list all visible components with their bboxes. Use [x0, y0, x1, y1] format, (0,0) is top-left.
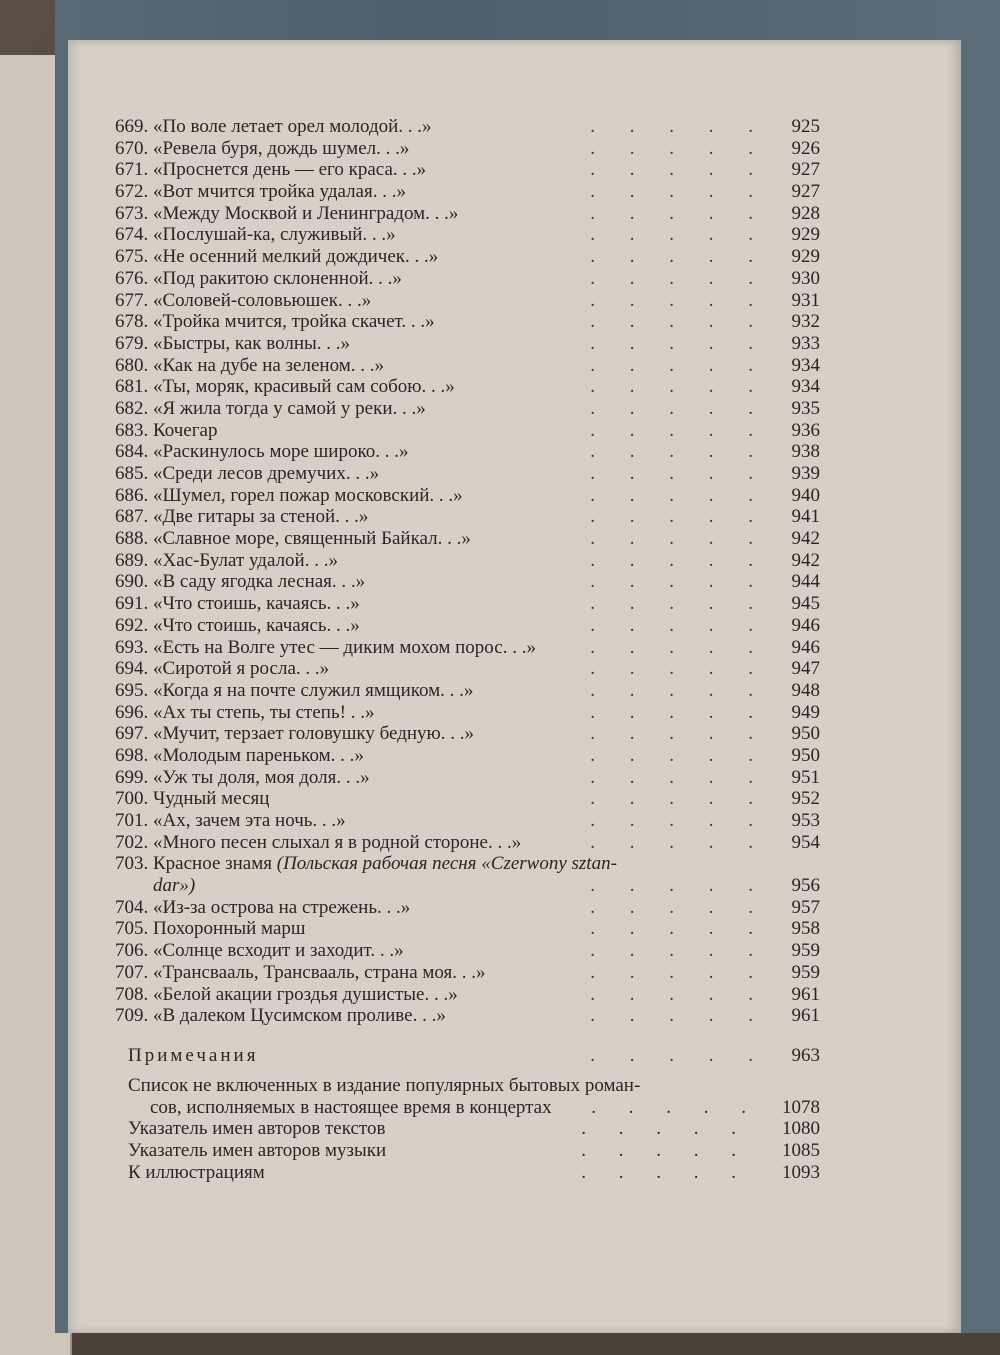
entry-title: «Ты, моряк, красивый сам собою. . .» [153, 376, 455, 398]
toc-entry [115, 767, 820, 789]
page-number: 1085 [782, 1140, 820, 1162]
excluded-romances-line1: Список не включенных в издание популярных бытовых роман- [128, 1075, 641, 1096]
page-number: 1093 [782, 1161, 820, 1183]
entry-number: 669. [115, 116, 149, 137]
entry-number: 703. [115, 853, 149, 875]
page-number: 958 [791, 918, 820, 940]
entry-title: «Молодым пареньком. . .» [153, 744, 364, 766]
list-item-authors-music [128, 1140, 820, 1162]
list-item-authors-text [128, 1118, 820, 1140]
page-number: 961 [791, 983, 820, 1005]
toc-entry [115, 138, 820, 160]
toc-entry [115, 615, 820, 637]
page-number: 948 [791, 679, 820, 701]
entry-note-cont: dar») [153, 875, 196, 897]
entry-number: 696. [115, 701, 149, 723]
entry-number: 706. [115, 940, 149, 962]
list-item-excluded-romances [128, 1075, 820, 1097]
entry-title: «Раскинулось море широко. . .» [153, 441, 409, 463]
leader-dots: . . . . . [590, 159, 768, 181]
toc-entry [115, 116, 820, 138]
page-number: 963 [791, 1044, 820, 1066]
authors-text-index: Указатель имен авторов текстов [128, 1118, 386, 1140]
page-number: 935 [791, 397, 820, 419]
entry-number: 681. [115, 376, 149, 398]
entry-number: 675. [115, 246, 149, 268]
entry-number: 691. [115, 593, 149, 615]
leader-dots: . . . . . [581, 1118, 750, 1140]
page-number: 942 [791, 528, 820, 550]
page-number: 952 [791, 788, 820, 810]
entry-number: 676. [115, 267, 149, 289]
entry-number: 688. [115, 528, 149, 550]
page-number: 925 [791, 116, 820, 137]
table-of-contents [115, 116, 820, 1067]
page-number: 946 [791, 636, 820, 658]
leader-dots: . . . . . [590, 332, 768, 354]
page-number: 929 [791, 224, 820, 246]
toc-entry [115, 723, 820, 745]
entry-number: 678. [115, 311, 149, 333]
excluded-romances-line2: сов, исполняемых в настоящее время в концертах [150, 1096, 552, 1118]
toc-entry [115, 897, 820, 919]
page-number: 1078 [782, 1096, 820, 1118]
toc-entry [115, 311, 820, 333]
leader-dots: . . . . . [590, 983, 768, 1005]
page-number: 959 [791, 961, 820, 983]
toc-entry [115, 962, 820, 984]
page-number: 954 [791, 831, 820, 853]
entry-number: 698. [115, 744, 149, 766]
toc-entry [115, 940, 820, 962]
leader-dots: . . . . . [590, 593, 768, 615]
toc-entry [115, 1005, 820, 1027]
leader-dots: . . . . . [590, 463, 768, 484]
toc-entry [115, 398, 820, 420]
entry-title: «Тройка мчится, тройка скачет. . .» [153, 311, 435, 333]
leader-dots: . . . . . [590, 636, 768, 658]
entry-number: 677. [115, 289, 149, 311]
toc-entry [115, 246, 820, 268]
leader-dots: . . . . . [590, 810, 768, 831]
list-item-excluded-romances-cont [128, 1097, 820, 1119]
page-number: 932 [791, 311, 820, 333]
entry-number: 682. [115, 397, 149, 419]
entry-title: «Ревела буря, дождь шумел. . .» [153, 137, 410, 159]
leader-dots: . . . . . [590, 961, 768, 983]
authors-music-index: Указатель имен авторов музыки [128, 1140, 387, 1162]
toc-entry [115, 918, 820, 940]
entry-title: «Что стоишь, качаясь. . .» [153, 593, 360, 615]
entry-number: 685. [115, 463, 149, 484]
page-number: 959 [791, 940, 820, 962]
toc-entry [115, 355, 820, 377]
toc-entry [115, 702, 820, 724]
toc-entry [115, 420, 820, 442]
entry-number: 687. [115, 506, 149, 528]
entry-number: 693. [115, 636, 149, 658]
notes-title: Примечания [128, 1044, 259, 1066]
page-number: 961 [791, 1005, 820, 1027]
toc-entry [115, 658, 820, 680]
leader-dots: . . . . . [590, 224, 768, 246]
entry-title: «Шумел, горел пожар московский. . .» [153, 484, 463, 506]
entry-title: Красное знамя [153, 853, 272, 875]
toc-entry [115, 506, 820, 528]
page-number: 944 [791, 571, 820, 593]
leader-dots: . . . . . [590, 528, 768, 550]
page-number: 956 [791, 875, 820, 897]
entry-title: «Быстры, как волны. . .» [153, 332, 351, 354]
leader-dots: . . . . . [590, 246, 768, 268]
entry-title: «Как на дубе на зеленом. . .» [153, 354, 384, 376]
leader-dots: . . . . . [590, 202, 768, 224]
appendix-section [128, 1075, 820, 1183]
leader-dots: . . . . . [590, 896, 768, 918]
entry-number: 707. [115, 961, 149, 983]
leader-dots: . . . . . [590, 419, 768, 441]
leader-dots: . . . . . [590, 484, 768, 506]
entry-number: 684. [115, 441, 149, 463]
notes-entry [115, 1045, 820, 1067]
entry-title: «В далеком Цусимском проливе. . .» [153, 1005, 446, 1027]
entry-title: «Я жила тогда у самой у реки. . .» [153, 397, 426, 419]
toc-entry [115, 528, 820, 550]
entry-title: «Среди лесов дремучих. . .» [153, 463, 380, 484]
entry-title: «Когда я на почте служил ямщиком. . .» [153, 679, 474, 701]
page-number: 1080 [782, 1118, 820, 1140]
entry-title: «Между Москвой и Ленинградом. . .» [153, 202, 459, 224]
leader-dots: . . . . . [590, 875, 768, 897]
entry-number: 709. [115, 1005, 149, 1027]
leader-dots: . . . . . [590, 614, 768, 636]
page-number: 938 [791, 441, 820, 463]
page-number: 950 [791, 744, 820, 766]
leader-dots: . . . . . [590, 116, 768, 137]
page-number: 931 [791, 289, 820, 311]
toc-entry [115, 268, 820, 290]
page-number: 950 [791, 723, 820, 745]
entry-number: 670. [115, 137, 149, 159]
leader-dots: . . . . . [590, 311, 768, 333]
leader-dots: . . . . . [581, 1140, 750, 1162]
illustrations-index: К иллюстрациям [128, 1161, 265, 1183]
toc-entry [115, 159, 820, 181]
entry-number: 699. [115, 766, 149, 788]
page-number: 929 [791, 246, 820, 268]
entry-title: «Хас-Булат удалой. . .» [153, 549, 338, 571]
toc-entry [115, 853, 820, 875]
entry-number: 680. [115, 354, 149, 376]
leader-dots: . . . . . [590, 549, 768, 571]
entry-title: «Послушай-ка, служивый. . .» [153, 224, 396, 246]
toc-entry [115, 463, 820, 485]
toc-entry [115, 333, 820, 355]
page-number: 928 [791, 202, 820, 224]
entry-title: «Ах, зачем эта ночь. . .» [153, 810, 346, 831]
toc-entry [115, 788, 820, 810]
toc-entry [115, 203, 820, 225]
leader-dots: . . . . . [590, 137, 768, 159]
leader-dots: . . . . . [590, 918, 768, 940]
page-number: 927 [791, 181, 820, 203]
entry-number: 708. [115, 983, 149, 1005]
entry-title: «Две гитары за стеной. . .» [153, 506, 369, 528]
page-number: 957 [791, 896, 820, 918]
page-number: 953 [791, 810, 820, 831]
entry-number: 704. [115, 896, 149, 918]
entry-title: «В саду ягодка лесная. . .» [153, 571, 366, 593]
leader-dots: . . . . . [590, 289, 768, 311]
entry-title: «Под ракитою склоненной. . .» [153, 267, 402, 289]
entry-title: «Солнце всходит и заходит. . .» [153, 940, 404, 962]
entry-title: «Сиротой я росла. . .» [153, 658, 330, 680]
entry-title: «Не осенний мелкий дождичек. . .» [153, 246, 439, 268]
entry-number: 686. [115, 484, 149, 506]
leader-dots: . . . . . [590, 744, 768, 766]
leader-dots: . . . . . [590, 181, 768, 203]
page-number: 927 [791, 159, 820, 181]
entry-title: Чудный месяц [153, 788, 270, 810]
entry-number: 689. [115, 549, 149, 571]
entry-title: «Что стоишь, качаясь. . .» [153, 614, 360, 636]
page-number: 930 [791, 267, 820, 289]
entry-number: 705. [115, 918, 149, 940]
entry-number: 697. [115, 723, 149, 745]
entry-title: «По воле летает орел молодой. . .» [153, 116, 432, 137]
toc-entry [115, 593, 820, 615]
entry-number: 671. [115, 159, 149, 181]
entry-number: 683. [115, 419, 149, 441]
toc-entry [115, 181, 820, 203]
leader-dots: . . . . . [590, 1044, 768, 1066]
entry-title: «Уж ты доля, моя доля. . .» [153, 766, 370, 788]
toc-entry [115, 745, 820, 767]
toc-entry [115, 485, 820, 507]
entry-number: 701. [115, 810, 149, 831]
toc-entry [115, 550, 820, 572]
leader-dots: . . . . . [590, 723, 768, 745]
entry-title: «Трансвааль, Трансвааль, страна моя. . .» [153, 961, 486, 983]
toc-entry [115, 680, 820, 702]
leader-dots: . . . . . [590, 376, 768, 398]
toc-entry [115, 224, 820, 246]
leader-dots: . . . . . [591, 1096, 760, 1118]
leader-dots: . . . . . [590, 397, 768, 419]
leader-dots: . . . . . [590, 701, 768, 723]
leader-dots: . . . . . [590, 831, 768, 853]
entry-title: «Ах ты степь, ты степь! . .» [153, 701, 375, 723]
page-number: 941 [791, 506, 820, 528]
leader-dots: . . . . . [590, 658, 768, 680]
entry-number: 695. [115, 679, 149, 701]
entry-title: «Соловей-соловьюшек. . .» [153, 289, 372, 311]
entry-title: «Проснется день — его краса. . .» [153, 159, 427, 181]
page-number: 949 [791, 701, 820, 723]
entry-number: 690. [115, 571, 149, 593]
entry-number: 673. [115, 202, 149, 224]
entry-title: Кочегар [153, 419, 218, 441]
page-number: 934 [791, 354, 820, 376]
leader-dots: . . . . . [590, 788, 768, 810]
entry-number: 674. [115, 224, 149, 246]
page-number: 940 [791, 484, 820, 506]
leader-dots: . . . . . [590, 441, 768, 463]
page-number: 933 [791, 332, 820, 354]
entry-title: «Славное море, священный Байкал. . .» [153, 528, 471, 550]
entry-number: 692. [115, 614, 149, 636]
toc-entry [115, 832, 820, 854]
page-number: 939 [791, 463, 820, 484]
entry-title: «Из-за острова на стрежень. . .» [153, 896, 411, 918]
entry-number: 694. [115, 658, 149, 680]
page-number: 942 [791, 549, 820, 571]
leader-dots: . . . . . [590, 506, 768, 528]
entry-number: 679. [115, 332, 149, 354]
entry-title: «Белой акации гроздья душистые. . .» [153, 983, 458, 1005]
toc-entry [115, 984, 820, 1006]
page-number: 947 [791, 658, 820, 680]
leader-dots: . . . . . [590, 679, 768, 701]
entry-title: «Много песен слыхал я в родной стороне. . .» [153, 831, 522, 853]
leader-dots: . . . . . [590, 940, 768, 962]
page-number: 946 [791, 614, 820, 636]
leader-dots: . . . . . [590, 354, 768, 376]
entry-title: Похоронный марш [153, 918, 306, 940]
page-number: 936 [791, 419, 820, 441]
page-number: 951 [791, 766, 820, 788]
leader-dots: . . . . . [590, 766, 768, 788]
toc-entry [115, 441, 820, 463]
page-number: 945 [791, 593, 820, 615]
entry-title: «Мучит, терзает головушку бедную. . .» [153, 723, 475, 745]
leader-dots: . . . . . [590, 267, 768, 289]
page-number: 926 [791, 137, 820, 159]
entry-number: 672. [115, 181, 149, 203]
toc-entry [115, 290, 820, 312]
page-number: 934 [791, 376, 820, 398]
leader-dots: . . . . . [590, 1005, 768, 1027]
toc-entry [115, 376, 820, 398]
leader-dots: . . . . . [581, 1161, 750, 1183]
entry-note: (Польская рабочая песня «Czerwony sztan- [276, 853, 617, 875]
list-item-illustrations [128, 1162, 820, 1184]
leader-dots: . . . . . [590, 571, 768, 593]
entry-number: 700. [115, 788, 149, 810]
toc-entry-continuation [115, 875, 820, 897]
toc-entry [115, 810, 820, 832]
toc-entry [115, 571, 820, 593]
entry-title: «Вот мчится тройка удалая. . .» [153, 181, 406, 203]
entry-title: «Есть на Волге утес — диким мохом порос. . .» [153, 636, 536, 658]
toc-entry [115, 637, 820, 659]
entry-number: 702. [115, 831, 149, 853]
